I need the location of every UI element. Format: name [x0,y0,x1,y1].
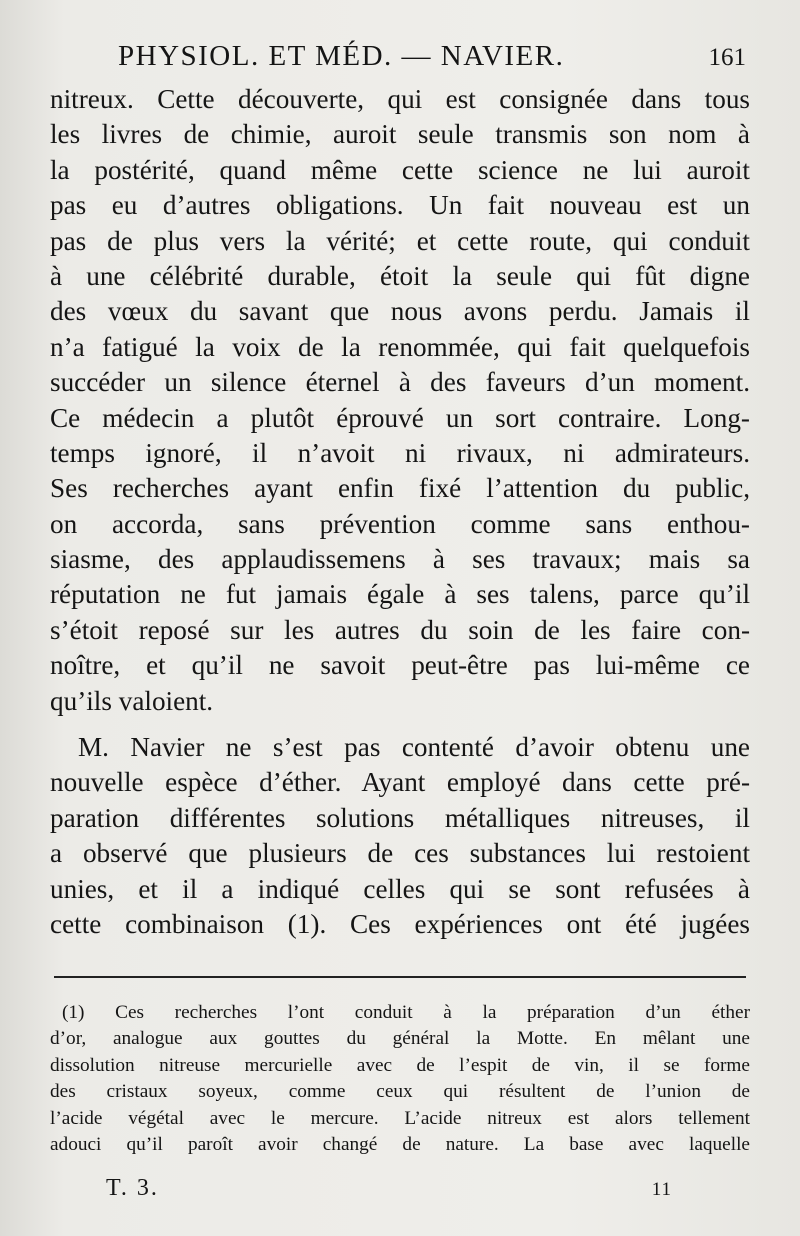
footnote-line: l’acide végétal avec le mercure. L’acide nitreux est alors tellement [50,1107,750,1129]
text-line: succéder un silence éternel à des faveurs d’un moment. [50,367,750,398]
footnote-line: dissolution nitreuse mercurielle avec de l’espit de vin, il se forme [50,1054,750,1076]
text-line: les livres de chimie, auroit seule transmis son nom à [50,119,750,150]
text-line: paration différentes solutions métalliques nitreuses, il [50,802,750,833]
text-line: nouvelle espèce d’éther. Ayant employé dans cette pré- [50,767,750,798]
text-line: temps ignoré, il n’avoit ni rivaux, ni admirateurs. [50,437,750,468]
text-line: qu’ils valoient. [50,685,214,716]
text-line: noître, et qu’il ne savoit peut-être pas lui-même ce [50,650,750,681]
signature-mark: T. 3. [106,1175,159,1201]
text-line: unies, et il a indiqué celles qui se sont refusées à [50,873,750,904]
footnote-line: adouci qu’il paroît avoir changé de nature. La base avec laquelle [50,1133,750,1155]
text-line: réputation ne fut jamais égale à ses talens, parce qu’il [50,579,750,610]
paragraph-start-line: M. Navier ne s’est pas contenté d’avoir obtenu une [78,732,750,763]
running-title: PHYSIOL. ET MÉD. — NAVIER. [118,40,565,72]
text-line: Ce médecin a plutôt éprouvé un sort contraire. Long- [50,402,750,433]
text-line: Ses recherches ayant enfin fixé l’attention du public, [50,473,750,504]
text-line: cette combinaison (1). Ces expériences ont été jugées [50,908,750,939]
text-line: a observé que plusieurs de ces substances lui restoient [50,838,750,869]
footnote [50,1000,750,1158]
footnote-line: d’or, analogue aux gouttes du général la Motte. En mêlant une [50,1028,750,1050]
text-line: siasme, des applaudissemens à ses travaux; mais sa [50,544,750,575]
text-line: à une célébrité durable, étoit la seule qui fût digne [50,260,750,291]
text-line: pas de plus vers la vérité; et cette route, qui conduit [50,225,750,256]
text-line: s’étoit reposé sur les autres du soin de les faire con- [50,614,750,645]
text-line: la postérité, quand même cette science ne lui auroit [50,154,750,185]
footnote-divider [54,976,746,978]
running-header [118,40,746,84]
page-number: 161 [708,44,746,71]
text-line: pas eu d’autres obligations. Un fait nouveau est un [50,190,750,221]
text-line: des vœux du savant que nous avons perdu. Jamais il [50,296,750,327]
text-line: on accorda, sans prévention comme sans enthou- [50,508,750,539]
footnote-line: des cristaux soyeux, comme ceux qui résultent de l’union de [50,1081,750,1103]
page-footer [50,1175,750,1205]
main-text [50,82,750,942]
sheet-number: 11 [651,1179,672,1200]
text-line: nitreux. Cette découverte, qui est consignée dans tous [50,84,750,114]
text-line: n’a fatigué la voix de la renommée, qui fait quelquefois [50,331,750,362]
footnote-line: (1) Ces recherches l’ont conduit à la préparation d’un éther [62,1002,750,1023]
